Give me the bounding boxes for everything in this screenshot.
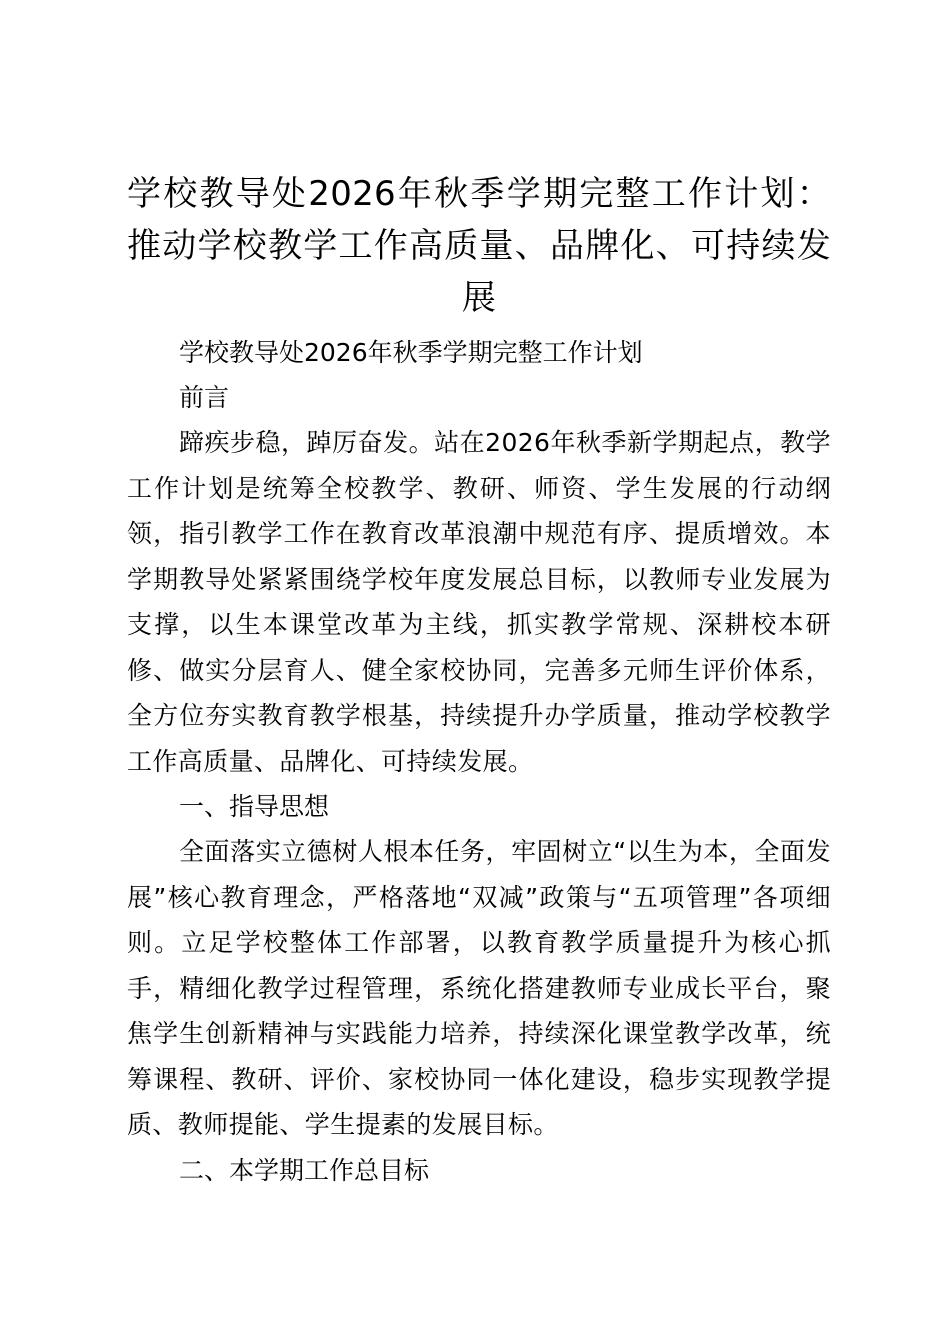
document-page bbox=[127, 168, 831, 1193]
document-subtitle: 学校教导处2026年秋季学期完整工作计划 bbox=[179, 338, 643, 367]
guiding-ideology-paragraph: 全面落实立德树人根本任务，牢固树立“以生为本，全面发展”核心教育理念，严格落地“双减”政策与“五项管理”各项细则。立足学校整体工作部署，以教育教学质量提升为核心抓手，精细化教学过程管理，系统化搭建教师专业成长平台，聚焦学生创新精神与实践能力培养，持续深化课堂教学改革，统筹课程、教研、评价、家校协同一体化建设，稳步实现教学提质、教师提能、学生提素的发展目标。 bbox=[127, 837, 831, 1139]
document-title: 学校教导处2026年秋季学期完整工作计划：推动学校教学工作高质量、品牌化、可持续发展 bbox=[127, 174, 831, 318]
section-heading-guiding-ideology: 一、指导思想 bbox=[179, 792, 330, 821]
preface-paragraph: 蹄疾步稳，踔厉奋发。站在2026年秋季新学期起点，教学工作计划是统筹全校教学、教研、师资、学生发展的行动纲领，指引教学工作在教育改革浪潮中规范有序、提质增效。本学期教导处紧紧围绕学校年度发展总目标，以教师专业发展为支撑，以生本课堂改革为主线，抓实教学常规、深耕校本研修、做实分层育人、健全家校协同，完善多元师生评价体系，全方位夯实教育教学根基，持续提升办学质量，推动学校教学工作高质量、品牌化、可持续发展。 bbox=[127, 428, 831, 776]
preface-heading: 前言 bbox=[179, 383, 230, 412]
section-heading-overall-goals: 二、本学期工作总目标 bbox=[179, 1155, 430, 1185]
